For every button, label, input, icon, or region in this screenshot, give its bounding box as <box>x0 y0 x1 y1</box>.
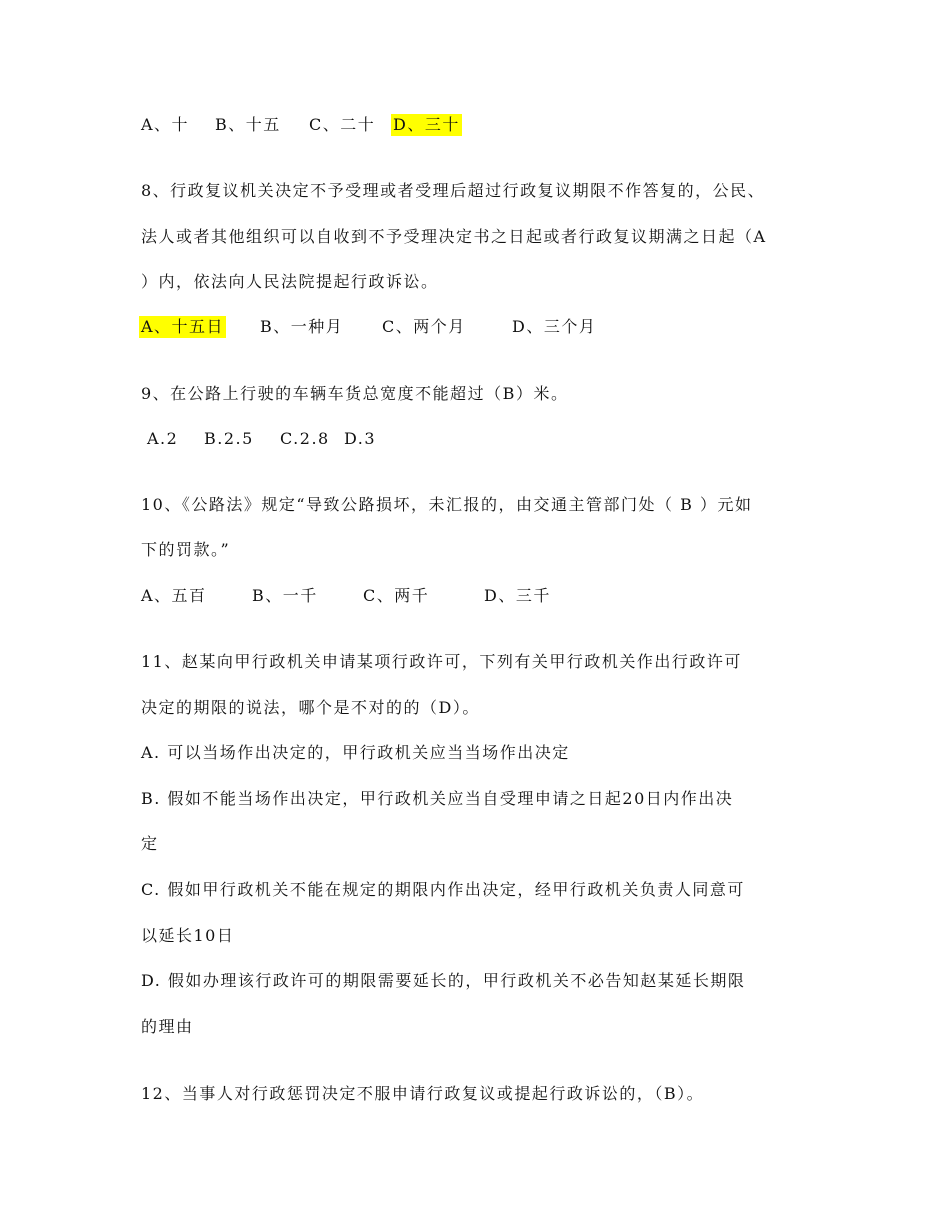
q8-option-a-highlighted: A、十五日 <box>141 317 225 336</box>
q11-option-b-line-2: 定 <box>141 834 159 853</box>
q8-line-1: 8、行政复议机关决定不予受理或者受理后超过行政复议期限不作答复的，公民、 <box>141 181 766 200</box>
q8-line-2: 法人或者其他组织可以自收到不予受理决定书之日起或者行政复议期满之日起（A <box>141 227 767 246</box>
q11-option-c-line-2: 以延长10日 <box>141 926 235 945</box>
q11-line-1: 11、赵某向甲行政机关申请某项行政许可，下列有关甲行政机关作出行政许可 <box>141 652 742 671</box>
q8-line-3: ）内，依法向人民法院提起行政诉讼。 <box>141 272 439 291</box>
q11-option-a: A. 可以当场作出决定的，甲行政机关应当当场作出决定 <box>141 743 570 762</box>
q12-line-1: 12、当事人对行政惩罚决定不服申请行政复议或提起行政诉讼的，（B）。 <box>141 1084 705 1103</box>
q8-option-c: C、两个月 <box>382 317 466 336</box>
q10-line-2: 下的罚款。” <box>141 540 231 559</box>
q9-line-1: 9、在公路上行驶的车辆车货总宽度不能超过（B）米。 <box>141 384 569 403</box>
q10-line-1: 10、《公路法》规定“导致公路损坏，未汇报的，由交通主管部门处（ B ）元如 <box>141 495 753 514</box>
q7-option-a: A、十 <box>141 115 190 134</box>
q8-option-b: B、一种月 <box>260 317 344 336</box>
q7-option-d-highlighted: D、三十 <box>393 115 460 134</box>
q10-option-c: C、两千 <box>363 586 430 605</box>
q8-option-d: D、三个月 <box>512 317 597 336</box>
q7-option-b: B、十五 <box>215 115 281 134</box>
q11-option-b-line-1: B. 假如不能当场作出决定，甲行政机关应当自受理申请之日起20日内作出决 <box>141 789 734 808</box>
q7-option-c: C、二十 <box>309 115 376 134</box>
q10-option-b: B、一千 <box>252 586 318 605</box>
q10-option-d: D、三千 <box>484 586 551 605</box>
q9-option-d: D.3 <box>344 429 377 448</box>
q9-option-b: B.2.5 <box>204 429 254 448</box>
q11-line-2: 决定的期限的说法，哪个是不对的的（D）。 <box>141 698 480 717</box>
q11-option-c-line-1: C. 假如甲行政机关不能在规定的期限内作出决定，经甲行政机关负责人同意可 <box>141 880 745 899</box>
q11-option-d-line-1: D. 假如办理该行政许可的期限需要延长的，甲行政机关不必告知赵某延长期限 <box>141 971 746 990</box>
q10-option-a: A、五百 <box>141 586 207 605</box>
q9-option-c: C.2.8 <box>280 429 330 448</box>
q9-option-a: A.2 <box>147 429 179 448</box>
q11-option-d-line-2: 的理由 <box>141 1017 194 1036</box>
